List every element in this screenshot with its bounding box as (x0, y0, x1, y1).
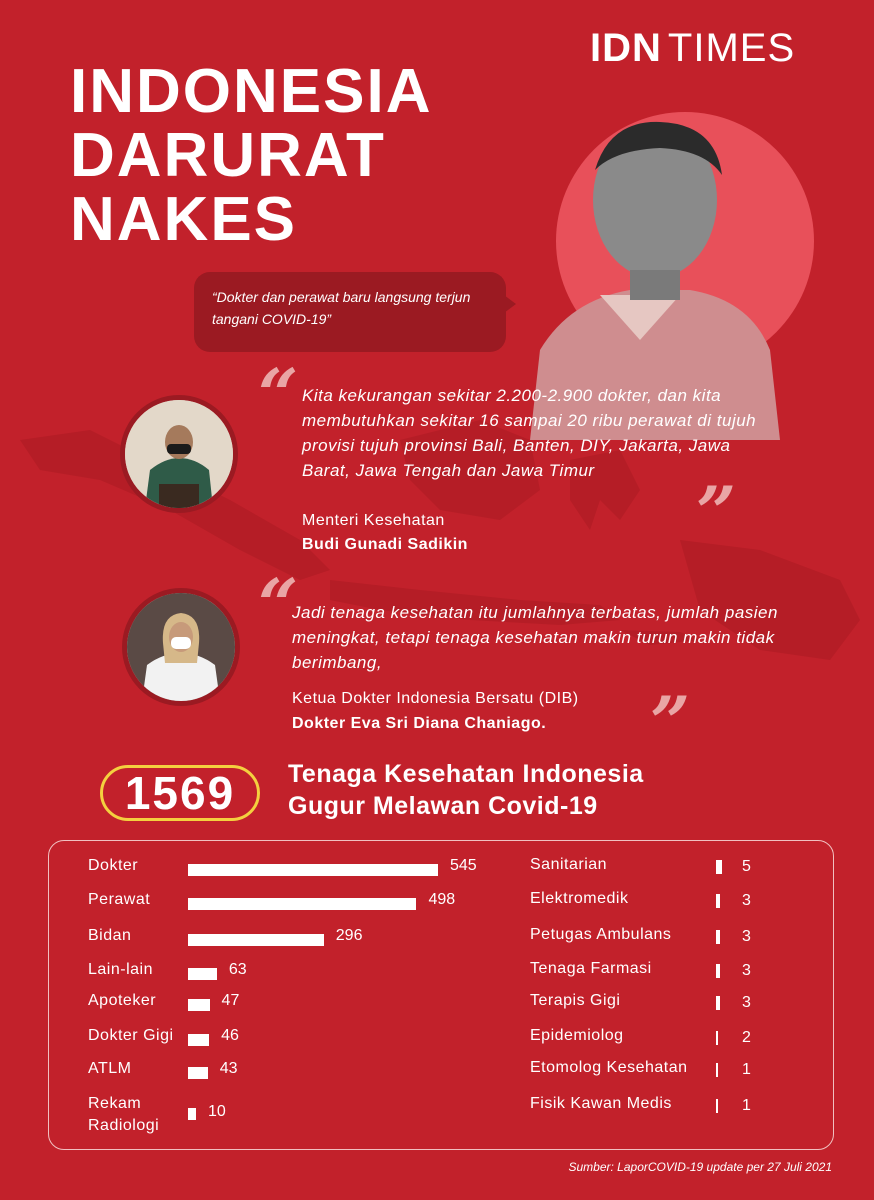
bar-value: 43 (219, 1060, 238, 1077)
bar-value: 3 (742, 994, 751, 1011)
bar-value: 1 (742, 1097, 751, 1114)
category-label: Bidan (88, 927, 132, 944)
bar-value: 10 (208, 1103, 226, 1120)
close-quote-icon: ” (650, 681, 691, 764)
title-line-1: INDONESIA (70, 57, 433, 126)
category-label: Terapis Gigi (530, 992, 621, 1009)
bar-value: 46 (221, 1027, 239, 1044)
brand-logo (590, 26, 795, 71)
page-title (70, 57, 530, 254)
bar (188, 999, 210, 1011)
bar (188, 1108, 196, 1120)
quote-1-name: Budi Gunadi Sadikin (302, 536, 468, 553)
open-quote-icon: “ (258, 353, 299, 436)
bar-value: 296 (335, 927, 363, 944)
category-label: Dokter (88, 857, 139, 874)
category-label: Lain-lain (88, 961, 153, 978)
bar-value: 63 (228, 961, 247, 978)
category-label: Tenaga Farmasi (530, 960, 652, 977)
total-label-line-2: Gugur Melawan Covid-19 (288, 792, 598, 820)
category-label: Rekam Radiologi (88, 1095, 160, 1134)
bar (716, 1099, 718, 1113)
source-note: Sumber: LaporCOVID-19 update per 27 Juli 2021 (568, 1160, 832, 1174)
bar (716, 996, 720, 1010)
category-label: Sanitarian (530, 856, 608, 873)
title-line-3: NAKES (70, 185, 298, 254)
title-line-2: DARURAT (70, 121, 386, 190)
quote-2-role: Ketua Dokter Indonesia Bersatu (DIB) (292, 690, 579, 707)
quote-1-role: Menteri Kesehatan (302, 512, 445, 529)
category-label: Petugas Ambulans (530, 926, 672, 943)
bar (716, 860, 722, 874)
bar (188, 1067, 208, 1079)
quote-2-name: Dokter Eva Sri Diana Chaniago. (292, 715, 547, 732)
headline-quote-bubble: “Dokter dan perawat baru langsung terjun tangani COVID-19” (194, 272, 506, 352)
bar (716, 930, 720, 944)
bar-value: 5 (742, 858, 751, 875)
speaker-2-photo (122, 588, 240, 706)
total-label-line-1: Tenaga Kesehatan Indonesia (288, 760, 644, 788)
category-label: ATLM (88, 1060, 132, 1077)
bar-value: 1 (742, 1061, 751, 1078)
brand-logo-part1: IDN (590, 26, 662, 70)
bar (716, 1063, 718, 1077)
bubble-tail (500, 292, 516, 316)
bar (188, 968, 217, 980)
quote-1-text: Kita kekurangan sekitar 2.200-2.900 dokter, dan kita membutuhkan sekitar 16 sampai 20 ribu perawat di tujuh provisi tujuh provinsi Bali, Banten, DIY, Jakarta, Jawa Barat, Jawa Tengah dan Jawa Timur (302, 386, 757, 480)
bar-value: 3 (742, 892, 751, 909)
total-label (288, 758, 748, 822)
bar (716, 894, 720, 908)
category-label: Epidemiolog (530, 1027, 624, 1044)
bar-value: 3 (742, 962, 751, 979)
bar-value: 498 (428, 891, 456, 908)
close-quote-icon: ” (696, 471, 737, 554)
quote-2-text: Jadi tenaga kesehatan itu jumlahnya terbatas, jumlah pasien meningkat, tetapi tenaga kesehatan makin turun makin tidak berimbang, (292, 603, 778, 672)
bar (188, 934, 324, 946)
bar (716, 1031, 718, 1045)
bar-value: 47 (221, 992, 240, 1009)
category-label: Elektromedik (530, 890, 629, 907)
total-count: 1569 (100, 765, 260, 821)
bar (188, 864, 438, 876)
category-label: Etomolog Kesehatan (530, 1059, 688, 1076)
bar-value: 2 (742, 1029, 751, 1046)
bar-value: 545 (450, 857, 477, 874)
category-label: Dokter Gigi (88, 1027, 174, 1044)
category-label: Fisik Kawan Medis (530, 1095, 672, 1112)
category-label: Apoteker (88, 992, 157, 1009)
open-quote-icon: “ (258, 563, 299, 646)
bar (188, 1034, 209, 1046)
bar (716, 964, 720, 978)
brand-logo-part2: TIMES (667, 26, 796, 70)
speaker-1-photo (120, 395, 238, 513)
category-label: Perawat (88, 891, 151, 908)
bar (188, 898, 416, 910)
bar-value: 3 (742, 928, 751, 945)
